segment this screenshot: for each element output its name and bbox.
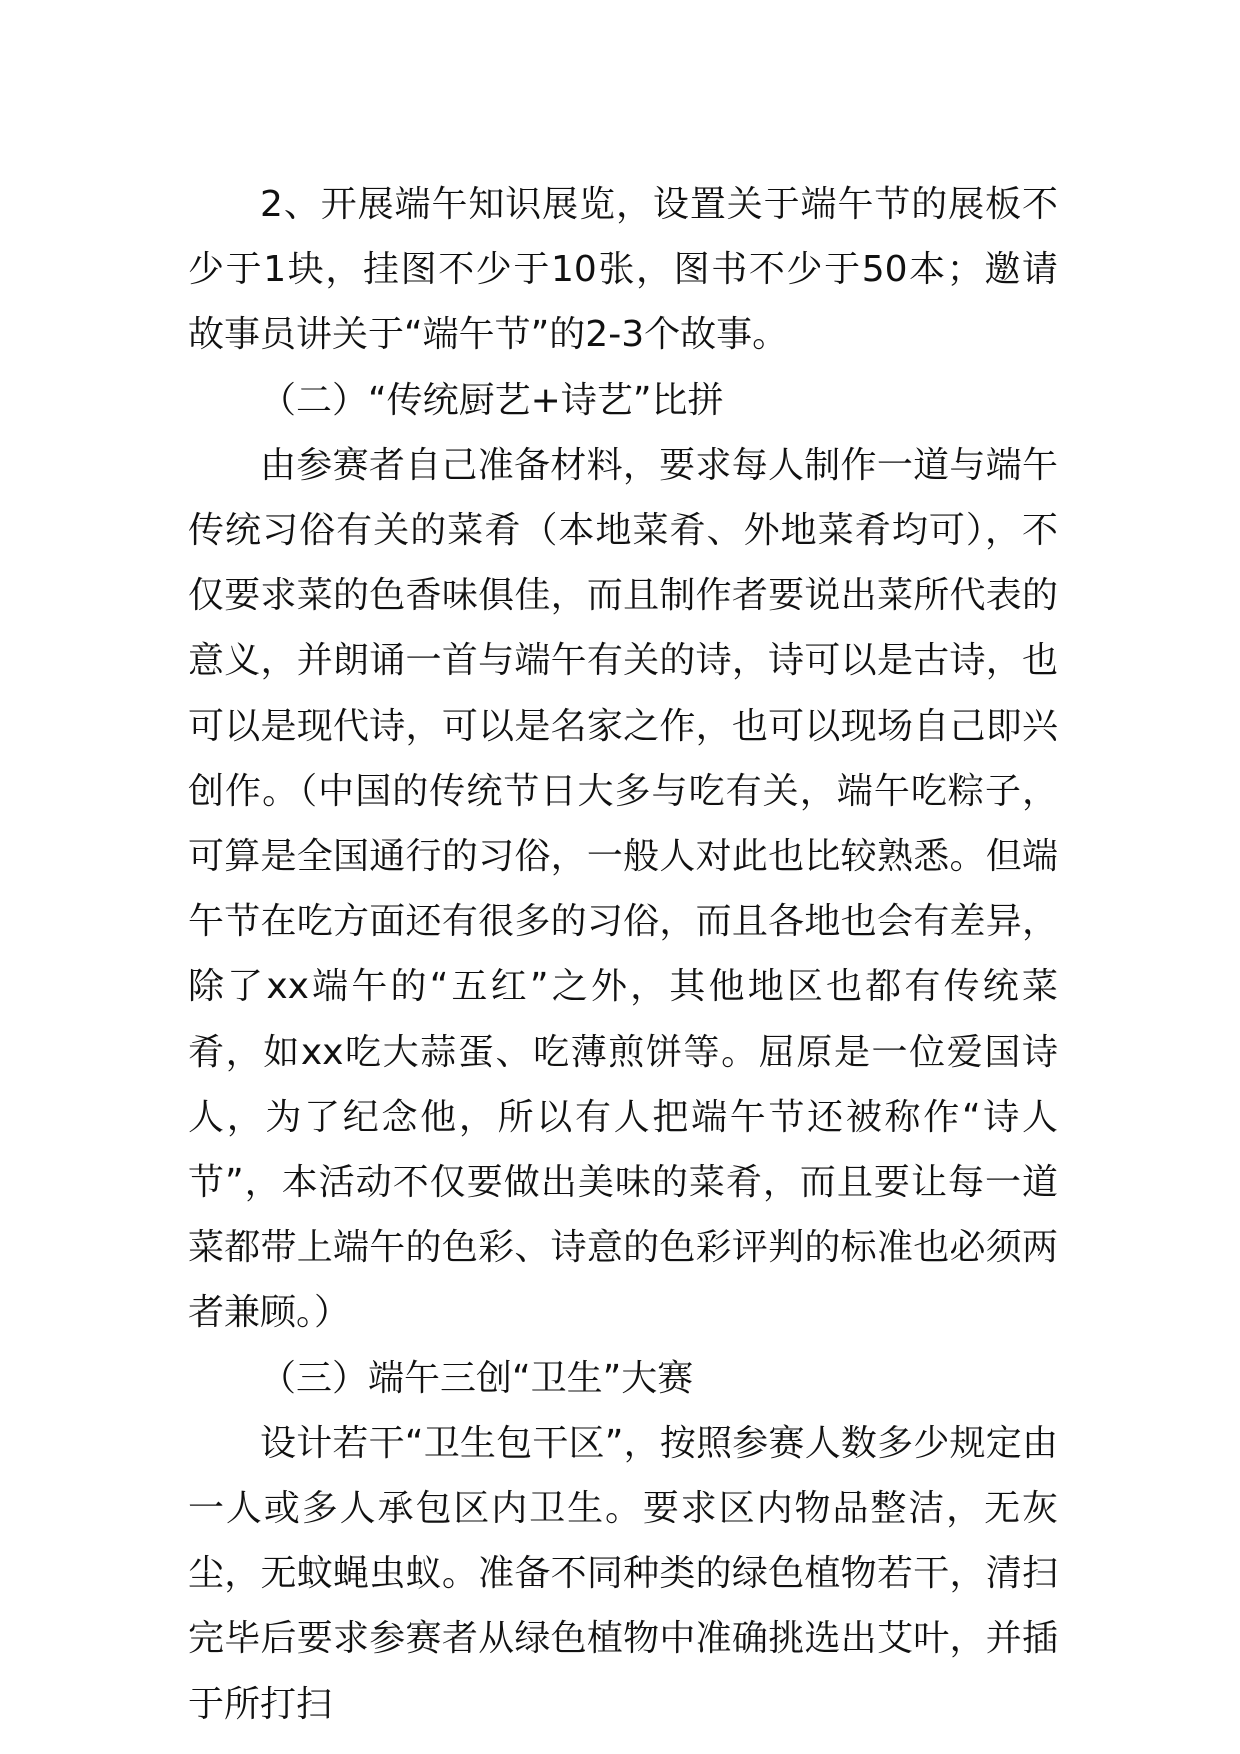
paragraph-exhibition: 2、开展端午知识展览，设置关于端午节的展板不少于1块，挂图不少于10张，图书不少于50本；邀请故事员讲关于“端午节”的2-3个故事。 — [188, 184, 1058, 356]
paragraph-cooking-poetry: 由参赛者自己准备材料，要求每人制作一道与端午传统习俗有关的菜肴（本地菜肴、外地菜肴均可），不仅要求菜的色香味俱佳，而且制作者要说出菜所代表的意义，并朗诵一首与端午有关的诗，诗可以是古诗，也可以是现代诗，可以是名家之作，也可以现场自己即兴创作。（中国的传统节日大多与吃有关，端午吃粽子，可算是全国通行的习俗，一般人对此也比较熟悉。但端午节在吃方面还有很多的习俗，而且各地也会有差异，除了xx端午的“五红”之外，其他地区也都有传统菜肴，如xx吃大蒜蛋、吃薄煎饼等。屈原是一位爱国诗人，为了纪念他，所以有人把端午节还被称作“诗人节”，本活动不仅要做出美味的菜肴，而且要让每一道菜都带上端午的色彩、诗意的色彩评判的标准也必须两者兼顾。） — [188, 444, 1058, 1334]
document-body — [188, 172, 1058, 1737]
section-heading-cooking-poetry: （二）“传统厨艺+诗艺”比拼 — [260, 379, 724, 421]
paragraph-hygiene-contest: 设计若干“卫生包干区”，按照参赛人数多少规定由一人或多人承包区内卫生。要求区内物品整洁，无灰尘，无蚊蝇虫蚁。准备不同种类的绿色植物若干，清扫完毕后要求参赛者从绿色植物中准确挑选出艾叶，并插于所打扫 — [188, 1422, 1058, 1725]
section-heading-hygiene-contest: （三）端午三创“卫生”大赛 — [260, 1357, 694, 1399]
